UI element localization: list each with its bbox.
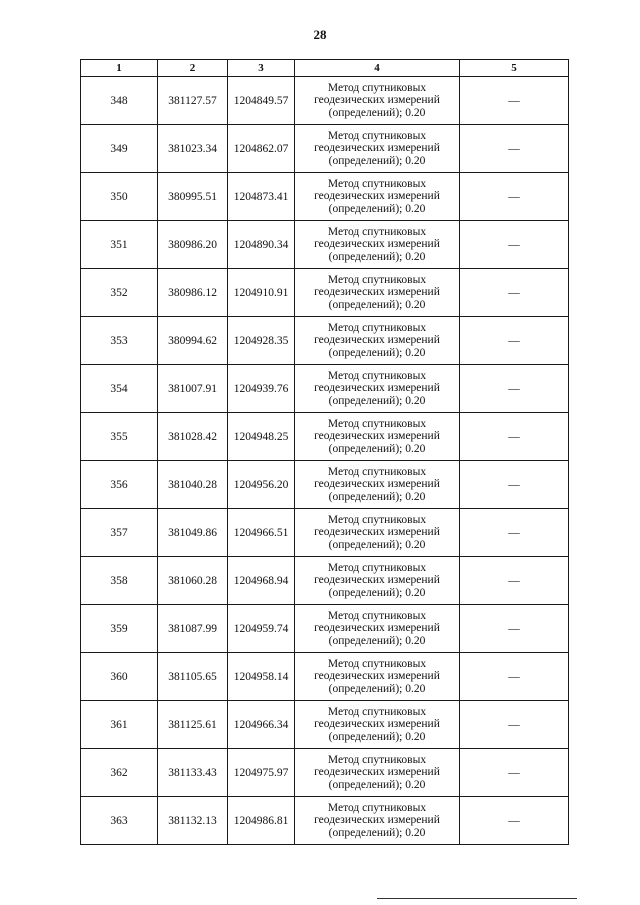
x-coordinate-cell: 380986.12 [158,269,228,317]
method-text-line: Метод спутниковых [327,609,427,622]
x-coordinate-cell: 381049.86 [158,509,228,557]
method-text-line: (определений); 0.20 [328,730,426,743]
method-text-line: (определений); 0.20 [328,106,426,119]
method-text-line: (определений); 0.20 [328,634,426,647]
x-coordinate-cell: 381132.13 [158,797,228,845]
point-number-cell: 358 [81,557,158,605]
method-text-line: Метод спутниковых [327,465,427,478]
x-coordinate-cell: 381028.42 [158,413,228,461]
method-text-line: геодезических измерений [314,478,440,491]
method-text-line: (определений); 0.20 [328,346,426,359]
table-row [81,797,569,845]
note-cell: — [460,173,569,221]
x-coordinate-cell: 380994.62 [158,317,228,365]
method-cell [295,557,460,605]
method-text-line: (определений); 0.20 [328,490,426,503]
method-text-line: Метод спутниковых [327,801,427,814]
note-cell: — [460,509,569,557]
method-cell [295,173,460,221]
method-text-line: геодезических измерений [314,334,440,347]
note-cell: — [460,413,569,461]
method-cell [295,269,460,317]
method-text-line: Метод спутниковых [327,273,427,286]
page-number: 28 [313,27,327,42]
method-text-line: Метод спутниковых [327,177,427,190]
method-text-line: (определений); 0.20 [328,442,426,455]
x-coordinate-cell: 381087.99 [158,605,228,653]
method-text-line: (определений); 0.20 [328,682,426,695]
x-coordinate-cell: 381127.57 [158,77,228,125]
method-text-line: (определений); 0.20 [328,202,426,215]
coordinates-table [80,59,569,845]
method-text-line: Метод спутниковых [327,321,427,334]
table-row [81,413,569,461]
point-number-cell: 351 [81,221,158,269]
y-coordinate-cell: 1204968.94 [228,557,295,605]
x-coordinate-cell: 381105.65 [158,653,228,701]
y-coordinate-cell: 1204959.74 [228,605,295,653]
y-coordinate-cell: 1204928.35 [228,317,295,365]
method-text-line: геодезических измерений [314,142,440,155]
note-cell: — [460,653,569,701]
note-cell: — [460,461,569,509]
point-number-cell: 355 [81,413,158,461]
method-cell [295,605,460,653]
method-text-line: Метод спутниковых [327,657,427,670]
point-number-cell: 356 [81,461,158,509]
y-coordinate-cell: 1204966.34 [228,701,295,749]
point-number-cell: 348 [81,77,158,125]
x-coordinate-cell: 381007.91 [158,365,228,413]
method-text-line: геодезических измерений [314,382,440,395]
table-row [81,269,569,317]
method-cell [295,749,460,797]
method-text-line: геодезических измерений [314,622,440,635]
note-cell: — [460,221,569,269]
method-text-line: геодезических измерений [314,190,440,203]
y-coordinate-cell: 1204958.14 [228,653,295,701]
method-cell [295,509,460,557]
point-number-cell: 350 [81,173,158,221]
point-number-cell: 361 [81,701,158,749]
method-text-line: геодезических измерений [314,526,440,539]
method-text-line: Метод спутниковых [327,753,427,766]
method-text-line: геодезических измерений [314,94,440,107]
table-row [81,221,569,269]
header-col-3: 3 [228,60,295,77]
table-row [81,461,569,509]
method-text-line: геодезических измерений [314,430,440,443]
table-header-row [81,60,569,77]
note-cell: — [460,125,569,173]
method-text-line: (определений); 0.20 [328,154,426,167]
point-number-cell: 349 [81,125,158,173]
point-number-cell: 363 [81,797,158,845]
x-coordinate-cell: 381023.34 [158,125,228,173]
method-text-line: Метод спутниковых [327,369,427,382]
method-cell [295,413,460,461]
method-cell [295,653,460,701]
y-coordinate-cell: 1204873.41 [228,173,295,221]
table-row [81,701,569,749]
method-cell [295,365,460,413]
y-coordinate-cell: 1204986.81 [228,797,295,845]
method-cell [295,797,460,845]
method-cell [295,701,460,749]
method-cell [295,317,460,365]
method-text-line: геодезических измерений [314,814,440,827]
table-row [81,509,569,557]
x-coordinate-cell: 381125.61 [158,701,228,749]
note-cell: — [460,365,569,413]
point-number-cell: 357 [81,509,158,557]
y-coordinate-cell: 1204862.07 [228,125,295,173]
x-coordinate-cell: 381060.28 [158,557,228,605]
method-text-line: (определений); 0.20 [328,586,426,599]
method-text-line: Метод спутниковых [327,513,427,526]
y-coordinate-cell: 1204956.20 [228,461,295,509]
x-coordinate-cell: 380986.20 [158,221,228,269]
note-cell: — [460,269,569,317]
method-text-line: (определений); 0.20 [328,250,426,263]
method-text-line: (определений); 0.20 [328,778,426,791]
method-text-line: (определений); 0.20 [328,298,426,311]
method-text-line: Метод спутниковых [327,561,427,574]
x-coordinate-cell: 381040.28 [158,461,228,509]
table-row [81,605,569,653]
method-text-line: геодезических измерений [314,286,440,299]
method-text-line: Метод спутниковых [327,225,427,238]
note-cell: — [460,749,569,797]
header-col-2: 2 [158,60,228,77]
y-coordinate-cell: 1204966.51 [228,509,295,557]
table-row [81,77,569,125]
method-text-line: геодезических измерений [314,238,440,251]
method-text-line: геодезических измерений [314,718,440,731]
header-col-5: 5 [460,60,569,77]
method-text-line: геодезических измерений [314,574,440,587]
y-coordinate-cell: 1204849.57 [228,77,295,125]
x-coordinate-cell: 380995.51 [158,173,228,221]
y-coordinate-cell: 1204939.76 [228,365,295,413]
method-text-line: Метод спутниковых [327,417,427,430]
note-cell: — [460,605,569,653]
table-row [81,365,569,413]
y-coordinate-cell: 1204948.25 [228,413,295,461]
method-text-line: геодезических измерений [314,766,440,779]
point-number-cell: 353 [81,317,158,365]
point-number-cell: 359 [81,605,158,653]
note-cell: — [460,557,569,605]
point-number-cell: 362 [81,749,158,797]
note-cell: — [460,317,569,365]
method-cell [295,77,460,125]
x-coordinate-cell: 381133.43 [158,749,228,797]
y-coordinate-cell: 1204975.97 [228,749,295,797]
method-text-line: (определений); 0.20 [328,394,426,407]
method-text-line: Метод спутниковых [327,705,427,718]
point-number-cell: 354 [81,365,158,413]
point-number-cell: 360 [81,653,158,701]
point-number-cell: 352 [81,269,158,317]
table-row [81,317,569,365]
method-text-line: геодезических измерений [314,670,440,683]
method-text-line: Метод спутниковых [327,81,427,94]
note-cell: — [460,701,569,749]
y-coordinate-cell: 1204910.91 [228,269,295,317]
table-row [81,653,569,701]
method-cell [295,461,460,509]
note-cell: — [460,77,569,125]
method-cell [295,125,460,173]
note-cell: — [460,797,569,845]
table-row [81,173,569,221]
header-col-4: 4 [295,60,460,77]
header-col-1: 1 [81,60,158,77]
signature-line [377,898,577,899]
method-text-line: (определений); 0.20 [328,826,426,839]
table-row [81,749,569,797]
y-coordinate-cell: 1204890.34 [228,221,295,269]
method-text-line: Метод спутниковых [327,129,427,142]
table-row [81,125,569,173]
method-cell [295,221,460,269]
method-text-line: (определений); 0.20 [328,538,426,551]
table-row [81,557,569,605]
